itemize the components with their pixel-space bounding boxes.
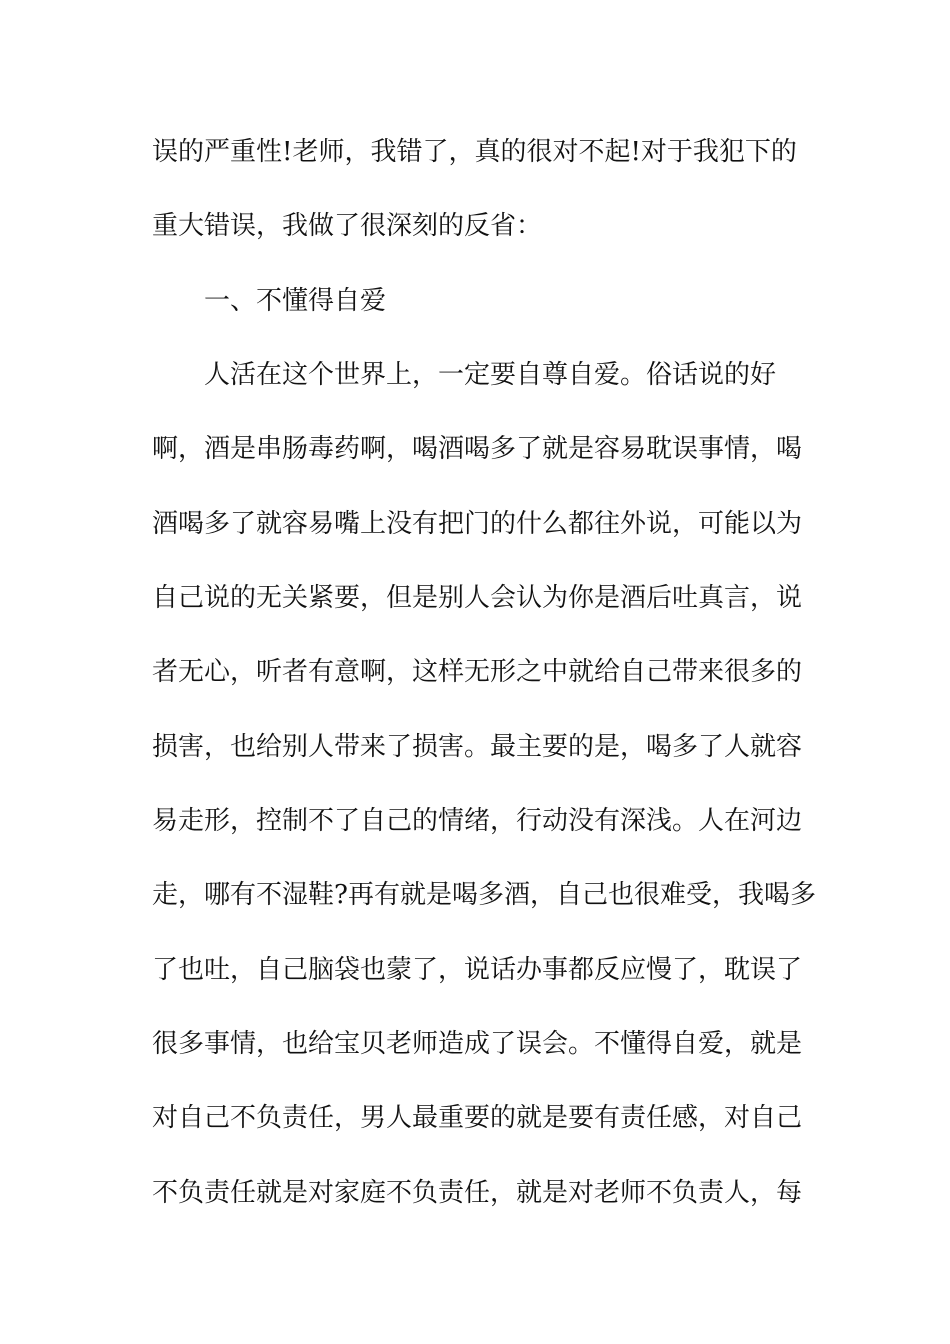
text-line: 重大错误，我做了很深刻的反省： <box>152 211 543 241</box>
text-line: 啊，酒是串肠毒药啊，喝酒喝多了就是容易耽误事情，喝 <box>152 434 803 464</box>
text-line: 了也吐，自己脑袋也蒙了，说话办事都反应慢了，耽误了 <box>152 955 803 985</box>
text-line: 损害，也给别人带来了损害。最主要的是，喝多了人就容 <box>152 732 803 762</box>
section-heading: 一、不懂得自爱 <box>204 286 387 316</box>
paragraph-first-line: 人活在这个世界上，一定要自尊自爱。俗话说的好 <box>204 360 777 390</box>
text-line: 误的严重性!老师，我错了，真的很对不起!对于我犯下的 <box>152 137 797 167</box>
text-line: 易走形，控制不了自己的情绪，行动没有深浅。人在河边 <box>152 806 803 836</box>
text-line: 很多事情，也给宝贝老师造成了误会。不懂得自爱，就是 <box>152 1029 803 1059</box>
text-line: 者无心，听者有意啊，这样无形之中就给自己带来很多的 <box>152 657 803 687</box>
text-line: 走，哪有不湿鞋?再有就是喝多酒，自己也很难受，我喝多 <box>152 880 816 910</box>
text-line: 对自己不负责任，男人最重要的就是要有责任感，对自己 <box>152 1103 803 1133</box>
text-line: 酒喝多了就容易嘴上没有把门的什么都往外说，可能以为 <box>152 509 803 539</box>
text-line: 自己说的无关紧要，但是别人会认为你是酒后吐真言，说 <box>152 583 803 613</box>
text-line: 不负责任就是对家庭不负责任，就是对老师不负责人，每 <box>152 1178 803 1208</box>
